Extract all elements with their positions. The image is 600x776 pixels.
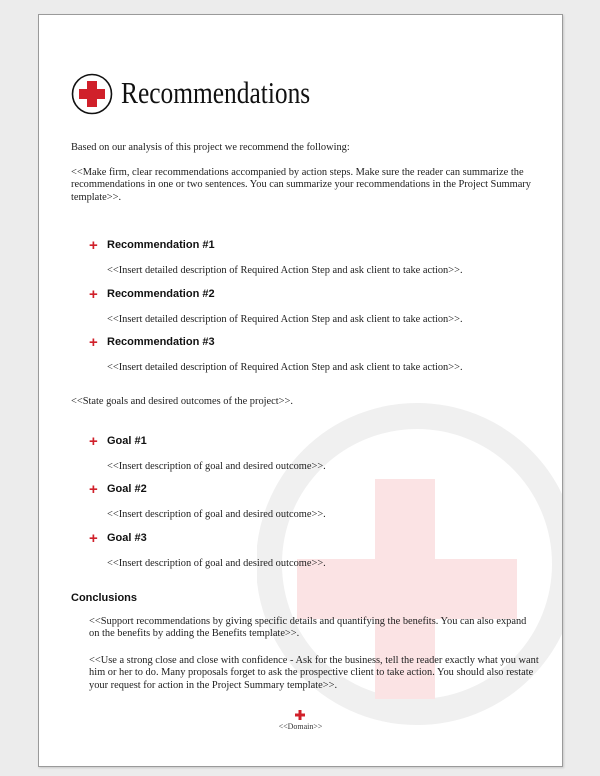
conclusions-heading: Conclusions [71, 592, 138, 604]
recommendation-item [89, 336, 539, 376]
goal-item [89, 435, 539, 475]
red-plus-icon: + [89, 433, 98, 450]
red-plus-icon: + [89, 286, 98, 303]
red-plus-icon: + [89, 481, 98, 498]
goal-description: <<Insert description of goal and desired outcome>>. [107, 509, 326, 520]
red-plus-icon: + [89, 530, 98, 547]
recommendation-item [89, 288, 539, 328]
recommendation-item [89, 239, 539, 279]
goals-intro-text: <<State goals and desired outcomes of the project>>. [71, 396, 293, 407]
goal-item [89, 483, 539, 523]
conclusion-paragraph: <<Support recommendations by giving specific details and quantifying the benefits. You can also expand on the benefits by adding the Benefits template>>. [89, 616, 527, 640]
template-instructions: <<Make firm, clear recommendations accompanied by action steps. Make sure the reader can summarize the recommendations in one or two sentences. You can summarize your recommendations in the Project Summary template>>. [71, 167, 531, 203]
red-plus-icon: + [89, 334, 98, 351]
recommendation-description: <<Insert detailed description of Required Action Step and ask client to take action>>. [107, 265, 463, 276]
recommendation-title: Recommendation #3 [107, 336, 215, 348]
red-plus-icon: + [89, 237, 98, 254]
footer-cross-icon [295, 710, 305, 720]
goal-description: <<Insert description of goal and desired outcome>>. [107, 558, 326, 569]
goal-description: <<Insert description of goal and desired outcome>>. [107, 461, 326, 472]
page-title: Recommendations [121, 75, 311, 110]
footer-domain: <<Domain>> [278, 722, 323, 731]
goal-title: Goal #3 [107, 532, 147, 544]
document-page [38, 14, 563, 767]
recommendation-title: Recommendation #1 [107, 239, 215, 251]
recommendation-description: <<Insert detailed description of Required Action Step and ask client to take action>>. [107, 314, 463, 325]
goal-title: Goal #2 [107, 483, 147, 495]
conclusion-paragraph: <<Use a strong close and close with confidence - Ask for the business, tell the reader exactly what you want him or her to do. Many proposals forget to ask the prospective client to take action. You should also restate your request for action in the Project Summary template>>. [89, 655, 539, 691]
recommendation-title: Recommendation #2 [107, 288, 215, 300]
goal-title: Goal #1 [107, 435, 147, 447]
intro-text: Based on our analysis of this project we recommend the following: [71, 142, 350, 153]
red-cross-logo-icon [71, 73, 113, 115]
goal-item [89, 532, 539, 572]
recommendation-description: <<Insert detailed description of Required Action Step and ask client to take action>>. [107, 362, 463, 373]
